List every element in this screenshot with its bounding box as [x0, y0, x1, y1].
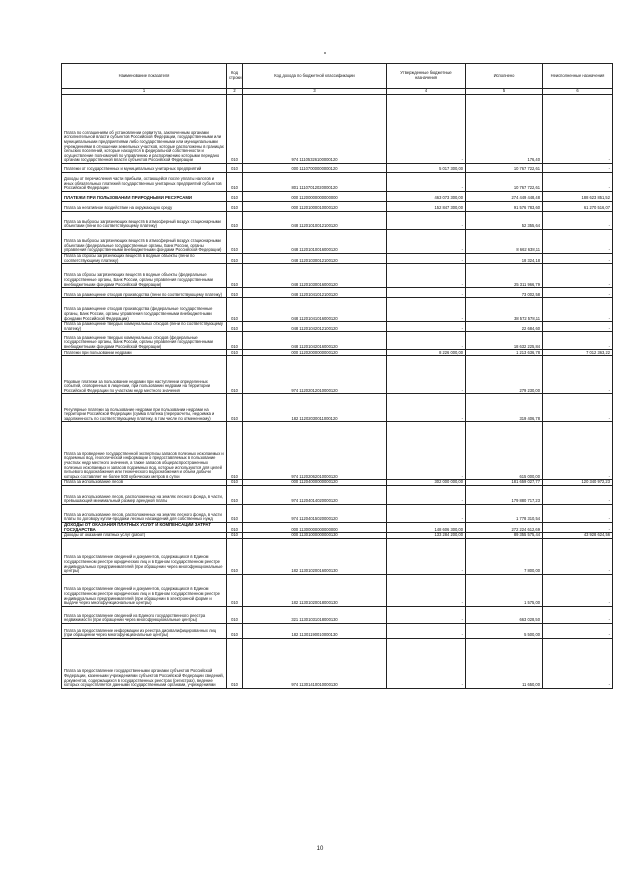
executed-amount: 663 028,50	[466, 606, 543, 623]
table-row	[62, 264, 613, 288]
approved-amount: -	[387, 230, 466, 254]
budget-code: 974 11105326100000120	[243, 95, 387, 164]
approved-amount: -	[387, 356, 466, 394]
budget-code: 182 11202030011000120	[243, 394, 387, 422]
budget-code: 974 11202062010000120	[243, 422, 387, 480]
indicator-name: Плата за размещение отходов производства (федеральные государственные органы, Банк России, органы управления государственными внебюджетными фондами Российской Федерации)	[62, 298, 227, 322]
table-row	[62, 95, 613, 164]
header-name: Наименование показателя	[62, 64, 227, 89]
line-code: 010	[227, 533, 243, 539]
remaining-amount: -	[543, 422, 613, 480]
approved-amount: 463 073 300,00	[387, 192, 466, 202]
approved-amount: -	[387, 322, 466, 332]
budget-code: 000 11202000000000120	[243, 350, 387, 356]
header-remaining: Неисполненные назначения	[543, 64, 613, 89]
remaining-amount: -	[543, 574, 613, 606]
table-row	[62, 574, 613, 606]
line-code: 010	[227, 332, 243, 350]
line-code: 010	[227, 288, 243, 298]
approved-amount: -	[387, 298, 466, 322]
budget-code: 182 11301020018000130	[243, 574, 387, 606]
budget-code: 048 11201042016000120	[243, 332, 387, 350]
executed-amount: 52 355,64	[466, 212, 543, 230]
remaining-amount: -	[543, 95, 613, 164]
remaining-amount: -	[543, 254, 613, 264]
executed-amount: 179 880 717,23	[466, 485, 543, 504]
line-code: 010	[227, 264, 243, 288]
budget-code: 801 11107012020000120	[243, 173, 387, 192]
remaining-amount: -	[543, 164, 613, 173]
table-body	[62, 95, 613, 689]
line-code: 010	[227, 202, 243, 212]
table-row	[62, 356, 613, 394]
budget-code: 048 11201041016000120	[243, 298, 387, 322]
indicator-name: Плата за проведение государственной экспертизы запасов полезных ископаемых и подземных вод, геологической информации о предоставляемых в пользование участках недр местного значения, а также запасов общераспространенных полезных ископаемых и запасов подземных вод, которые используются для целей питьевого водоснабжения или технического водоснабжения и объем добычи которых составляет не более 500 кубических метров в сутки	[62, 422, 227, 480]
remaining-amount: -	[543, 173, 613, 192]
executed-amount: 1 575,00	[466, 574, 543, 606]
approved-amount: -	[387, 173, 466, 192]
executed-amount: 176,40	[466, 95, 543, 164]
budget-code: 000 11301000000000130	[243, 533, 387, 539]
approved-amount: -	[387, 485, 466, 504]
remaining-amount: 188 623 851,52	[543, 192, 613, 202]
line-code: 010	[227, 638, 243, 688]
line-code: 010	[227, 538, 243, 574]
approved-amount: -	[387, 254, 466, 264]
remaining-amount: -	[543, 298, 613, 322]
executed-amount: 274 449 448,48	[466, 192, 543, 202]
indicator-name: Плата за использование лесов, расположенных на землях лесного фонда, в части, превышающей минимальный размер арендной платы	[62, 485, 227, 504]
line-code: 010	[227, 164, 243, 173]
revenue-report-table	[61, 63, 613, 689]
indicator-name: Плата за использование лесов, расположенных на землях лесного фонда, в части платы по договору купли-продажи лесных насаждений для собственных нужд	[62, 504, 227, 522]
line-code: 010	[227, 254, 243, 264]
remaining-amount: -	[543, 288, 613, 298]
indicator-name: Плата за размещение твердых коммунальных отходов (пени по соответствующему платежу)	[62, 322, 227, 332]
budget-code: 048 11201030012100120	[243, 254, 387, 264]
remaining-amount: -	[543, 485, 613, 504]
executed-amount: 10 767 722,61	[466, 173, 543, 192]
budget-code: 182 11301190010000130	[243, 623, 387, 638]
executed-amount: 18 632 225,84	[466, 332, 543, 350]
indicator-name: Плата за выбросы загрязняющих веществ в атмосферный воздух стационарными объектами (пени по соответствующему платежу)	[62, 212, 227, 230]
indicator-name: Доходы от оказания платных услуг (работ)	[62, 533, 227, 539]
indicator-name: Платежи при пользовании недрами	[62, 350, 227, 356]
table-row	[62, 606, 613, 623]
remaining-amount: -	[543, 356, 613, 394]
table-row	[62, 173, 613, 192]
table-row	[62, 623, 613, 638]
budget-code: 182 11301020016000130	[243, 538, 387, 574]
executed-amount: 91 576 783,60	[466, 202, 543, 212]
column-number: 2	[227, 89, 243, 95]
line-code: 010	[227, 422, 243, 480]
budget-code: 048 11201041012100120	[243, 288, 387, 298]
budget-code: 048 11201042012100120	[243, 322, 387, 332]
column-number: 3	[243, 89, 387, 95]
remaining-amount: 43 928 624,56	[543, 533, 613, 539]
executed-amount: 89 355 575,44	[466, 533, 543, 539]
executed-amount: 279 230,00	[466, 356, 543, 394]
indicator-name: Плата за предоставление информации из реестра дисквалифицированных лиц (при обращении через многофункциональные центры)	[62, 623, 227, 638]
header-executed: Исполнено	[466, 64, 543, 89]
approved-amount: -	[387, 95, 466, 164]
line-code: 010	[227, 212, 243, 230]
table-row	[62, 322, 613, 332]
column-number: 6	[543, 89, 613, 95]
approved-amount: -	[387, 638, 466, 688]
approved-amount: 133 284 200,00	[387, 533, 466, 539]
executed-amount: 272 224 612,69	[466, 522, 543, 532]
table-row	[62, 394, 613, 422]
executed-amount: 38 572 578,11	[466, 298, 543, 322]
column-number: 1	[62, 89, 227, 95]
line-code: 010	[227, 95, 243, 164]
indicator-name: Плата за предоставление сведений и документов, содержащихся в Едином государственном реестре юридических лиц и в Едином государственном реестре индивидуальных предпринимателей (при обращении через многофункциональные центры)	[62, 538, 227, 574]
indicator-name: Плата за размещение твердых коммунальных отходов (федеральные государственные органы, Банк России, органы управления государственными внебюджетными фондами Российской Федерации)	[62, 332, 227, 350]
remaining-amount: 120 340 972,23	[543, 480, 613, 486]
budget-code: 000 11300000000000000	[243, 522, 387, 532]
approved-amount: -	[387, 264, 466, 288]
remaining-amount: -	[543, 623, 613, 638]
line-code: 010	[227, 485, 243, 504]
table-row	[62, 212, 613, 230]
indicator-name: Плата за негативное воздействие на окружающую среду	[62, 202, 227, 212]
executed-amount: 22 684,60	[466, 322, 543, 332]
approved-amount: 8 226 000,00	[387, 350, 466, 356]
indicator-name: Плата за использование лесов	[62, 480, 227, 486]
executed-amount: 8 662 638,11	[466, 230, 543, 254]
remaining-amount: -	[543, 230, 613, 254]
line-code: 010	[227, 574, 243, 606]
table-row	[62, 202, 613, 212]
budget-code: 000 11200000000000000	[243, 192, 387, 202]
approved-amount: -	[387, 538, 466, 574]
line-code: 010	[227, 394, 243, 422]
table-row	[62, 522, 613, 532]
executed-amount: 18 324,18	[466, 254, 543, 264]
indicator-name: Плата за предоставление государственными органами субъектов Российской Федерации, казенными учреждениями субъектов Российской Федерации сведений, документов, содержащихся в государственных реестрах (регистрах), ведение которых осуществляется данными государственными органами, учреждениями	[62, 638, 227, 688]
table-row	[62, 230, 613, 254]
table-row	[62, 288, 613, 298]
budget-code: 974 11202012010000120	[243, 356, 387, 394]
line-code: 010	[227, 356, 243, 394]
indicator-name: ДОХОДЫ ОТ ОКАЗАНИЯ ПЛАТНЫХ УСЛУГ И КОМПЕНСАЦИИ ЗАТРАТ ГОСУДАРСТВА	[62, 522, 227, 532]
table-row	[62, 533, 613, 539]
indicator-name: ПЛАТЕЖИ ПРИ ПОЛЬЗОВАНИИ ПРИРОДНЫМИ РЕСУРСАМИ	[62, 192, 227, 202]
budget-code: 321 11301031018000130	[243, 606, 387, 623]
approved-amount: -	[387, 332, 466, 350]
approved-amount: 302 000 000,00	[387, 480, 466, 486]
line-code: 010	[227, 350, 243, 356]
executed-amount: 615 000,00	[466, 422, 543, 480]
executed-amount: 319 406,78	[466, 394, 543, 422]
executed-amount: 10 767 722,61	[466, 164, 543, 173]
indicator-name: Плата за предоставление сведений из Единого государственного реестра недвижимости (при обращении через многофункциональные центры)	[62, 606, 227, 623]
line-code: 010	[227, 322, 243, 332]
table-row	[62, 485, 613, 504]
indicator-name: Разовые платежи за пользование недрами при наступлении определенных событий, оговоренных в лицензии, при пользовании недрами на территории Российской Федерации по участкам недр местного значения	[62, 356, 227, 394]
approved-amount: -	[387, 212, 466, 230]
budget-code: 000 11107000000000120	[243, 164, 387, 173]
line-code: 010	[227, 480, 243, 486]
approved-amount: -	[387, 394, 466, 422]
approved-amount: -	[387, 623, 466, 638]
approved-amount: -	[387, 422, 466, 480]
approved-amount: -	[387, 606, 466, 623]
line-code: 010	[227, 606, 243, 623]
indicator-name: Плата за размещение отходов производства (пени по соответствующему платежу)	[62, 288, 227, 298]
remaining-amount: -	[543, 606, 613, 623]
remaining-amount: -	[543, 394, 613, 422]
indicator-name: Плата за предоставление сведений и документов, содержащихся в Едином государственном реестре юридических лиц и в Едином государственном реестре индивидуальных предпринимателей (при обращении в электронной форме и выдаче через многофункциональные центры)	[62, 574, 227, 606]
table-row	[62, 192, 613, 202]
approved-amount: -	[387, 504, 466, 522]
budget-code: 974 11301410010000130	[243, 638, 387, 688]
table-header-row	[62, 64, 613, 89]
executed-amount: 73 002,58	[466, 288, 543, 298]
executed-amount: 5 500,00	[466, 623, 543, 638]
scan-speck	[324, 52, 326, 54]
remaining-amount: -	[543, 264, 613, 288]
column-number: 5	[466, 89, 543, 95]
table-row	[62, 504, 613, 522]
indicator-name: Платежи от государственных и муниципальных унитарных предприятий	[62, 164, 227, 173]
remaining-amount: -	[543, 522, 613, 532]
table-row	[62, 298, 613, 322]
budget-code: 974 11204014020000120	[243, 485, 387, 504]
header-line-code: Код строки	[227, 64, 243, 89]
approved-amount: 152 847 300,00	[387, 202, 466, 212]
indicator-name: Плата за сбросы загрязняющих веществ в водные объекты (федеральные государственные органы, Банк России, органы управления государственными внебюджетными фондами Российской Федерации)	[62, 264, 227, 288]
remaining-amount: -	[543, 322, 613, 332]
budget-code: 000 11201000010000120	[243, 202, 387, 212]
remaining-amount: -	[543, 638, 613, 688]
remaining-amount: -	[543, 504, 613, 522]
line-code: 010	[227, 230, 243, 254]
approved-amount: 148 606 300,00	[387, 522, 466, 532]
line-code: 010	[227, 173, 243, 192]
header-approved: Утвержденные бюджетные назначения	[387, 64, 466, 89]
executed-amount: 25 311 966,79	[466, 264, 543, 288]
executed-amount: 7 800,00	[466, 538, 543, 574]
page-number: 10	[316, 846, 324, 852]
budget-code: 974 11204015020000120	[243, 504, 387, 522]
remaining-amount: 61 270 516,07	[543, 202, 613, 212]
remaining-amount: -	[543, 538, 613, 574]
remaining-amount: -	[543, 212, 613, 230]
executed-amount: 181 659 027,77	[466, 480, 543, 486]
indicator-name: Доходы от перечисления части прибыли, остающейся после уплаты налогов и иных обязательных платежей государственных унитарных предприятий субъектов Российской Федерации	[62, 173, 227, 192]
executed-amount: 11 650,00	[466, 638, 543, 688]
table-row	[62, 332, 613, 350]
approved-amount: -	[387, 288, 466, 298]
indicator-name: Плата за выбросы загрязняющих веществ в атмосферный воздух стационарными объектами (федеральные государственные органы, Банк России, органы управления государственными внебюджетными фондами Российской Федерации)	[62, 230, 227, 254]
table-row	[62, 638, 613, 688]
budget-code: 048 11201010012100120	[243, 212, 387, 230]
approved-amount: 5 017 300,00	[387, 164, 466, 173]
budget-code: 048 11201030016000120	[243, 264, 387, 288]
column-number: 4	[387, 89, 466, 95]
approved-amount: -	[387, 574, 466, 606]
indicator-name: Плата по соглашениям об установлении сервитута, заключенным органами исполнительной власти субъектов Российской Федерации, государственными или муниципальными предприятиями либо государственными или муниципальными учреждениями в отношении земельных участков, которые расположены в границах сельских поселений, которые находятся в федеральной собственности и осуществление полномочий по управлению и распоряжению которыми передано органам государственной власти субъектов Российской Федерации	[62, 95, 227, 164]
indicator-name: Регулярные платежи за пользование недрами при пользовании недрами на территории Российской Федерации (сумма платежа (перерасчеты, недоимка и задолженность по соответствующему платежу, в том числе по отмененному)	[62, 394, 227, 422]
table-row	[62, 164, 613, 173]
indicator-name: Плата за сбросы загрязняющих веществ в водные объекты (пени по соответствующему платежу)	[62, 254, 227, 264]
budget-code: 048 11201010016000120	[243, 230, 387, 254]
line-code: 010	[227, 192, 243, 202]
table-row	[62, 538, 613, 574]
executed-amount: 1 778 310,54	[466, 504, 543, 522]
line-code: 010	[227, 623, 243, 638]
line-code: 010	[227, 298, 243, 322]
line-code: 010	[227, 504, 243, 522]
budget-code: 000 11204000000000120	[243, 480, 387, 486]
line-code: 010	[227, 522, 243, 532]
remaining-amount: -	[543, 332, 613, 350]
executed-amount: 1 213 636,78	[466, 350, 543, 356]
table-row	[62, 254, 613, 264]
table-row	[62, 422, 613, 480]
header-kbk: Код дохода по бюджетной классификации	[243, 64, 387, 89]
remaining-amount: 7 012 363,22	[543, 350, 613, 356]
